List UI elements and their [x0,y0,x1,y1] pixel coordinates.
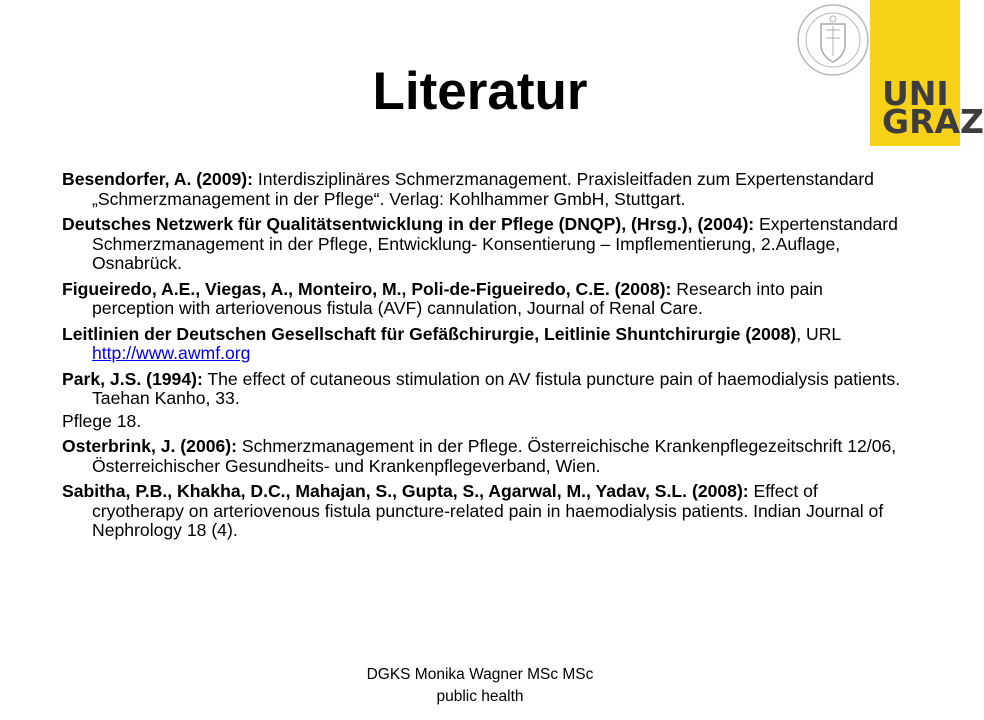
reference-item [62,170,908,209]
footer-line-author: DGKS Monika Wagner MSc MSc [366,666,594,683]
reference-author: Osterbrink, J. (2006): [62,436,238,456]
reference-author: Sabitha, P.B., Khakha, D.C., Mahajan, S., Gupta, S., Agarwal, M., Yadav, S.L. (2008): [62,481,749,501]
reference-text: , URL [796,323,841,344]
reference-text: Research into pain perception with arteriovenous fistula (AVF) cannulation, Journal of Renal Care. [92,278,823,318]
reference-text: Effect of cryotherapy on arteriovenous fistula puncture-related pain in haemodialysis patients. Indian Journal of Nephrology 18 (4). [92,481,884,540]
reference-author: Besendorfer, A. (2009): [62,169,253,189]
university-seal-icon [786,0,880,84]
logo-wordmark [882,74,984,141]
reference-item [62,280,908,319]
footer-line-degree: public health [436,688,524,705]
reference-text: Schmerzmanagement in der Pflege. Österreichische Krankenpflegezeitschrift 12/06, Österreichischer Gesundheits- und Krankenpflegeverband, Wien. [92,436,897,476]
reference-item [62,482,908,541]
reference-continuation: Pflege 18. [62,410,142,431]
reference-item [62,215,908,274]
reference-item [62,325,908,364]
reference-item [62,437,908,476]
slide-footer [330,664,630,708]
reference-author: Park, J.S. (1994): [62,368,203,389]
reference-text: Expertenstandard Schmerzmanagement in der Pflege, Entwicklung- Konsentierung – Impflementierung, 2.Auflage, Osnabrück. [92,214,898,273]
reference-text: The effect of cutaneous stimulation on AV fistula puncture pain of haemodialysis patients. Taehan Kanho, 33. [92,368,901,408]
reference-author: Deutsches Netzwerk für Qualitätsentwicklung in der Pflege (DNQP), (Hrsg.), (2004): [62,214,755,234]
reference-text: Interdisziplinäres Schmerzmanagement. Praxisleitfaden zum Expertenstandard „Schmerzmanagement in der Pflege“. Verlag: Kohlhammer GmbH, Stuttgart. [92,169,874,209]
reference-item [62,370,908,432]
reference-list [62,170,908,547]
logo-line-graz: GRAZ [882,102,984,141]
slide-title: Literatur [372,62,588,121]
reference-author: Figueiredo, A.E., Viegas, A., Monteiro, M., Poli-de-Figueiredo, C.E. (2008): [62,278,672,299]
logo-line-uni: UNI [882,74,949,113]
reference-author: Leitlinien der Deutschen Gesellschaft für Gefäßchirurgie, Leitlinie Shuntchirurgie (2008) [62,323,797,344]
uni-graz-logo [786,0,984,146]
reference-link[interactable]: http://www.awmf.org [92,343,251,363]
